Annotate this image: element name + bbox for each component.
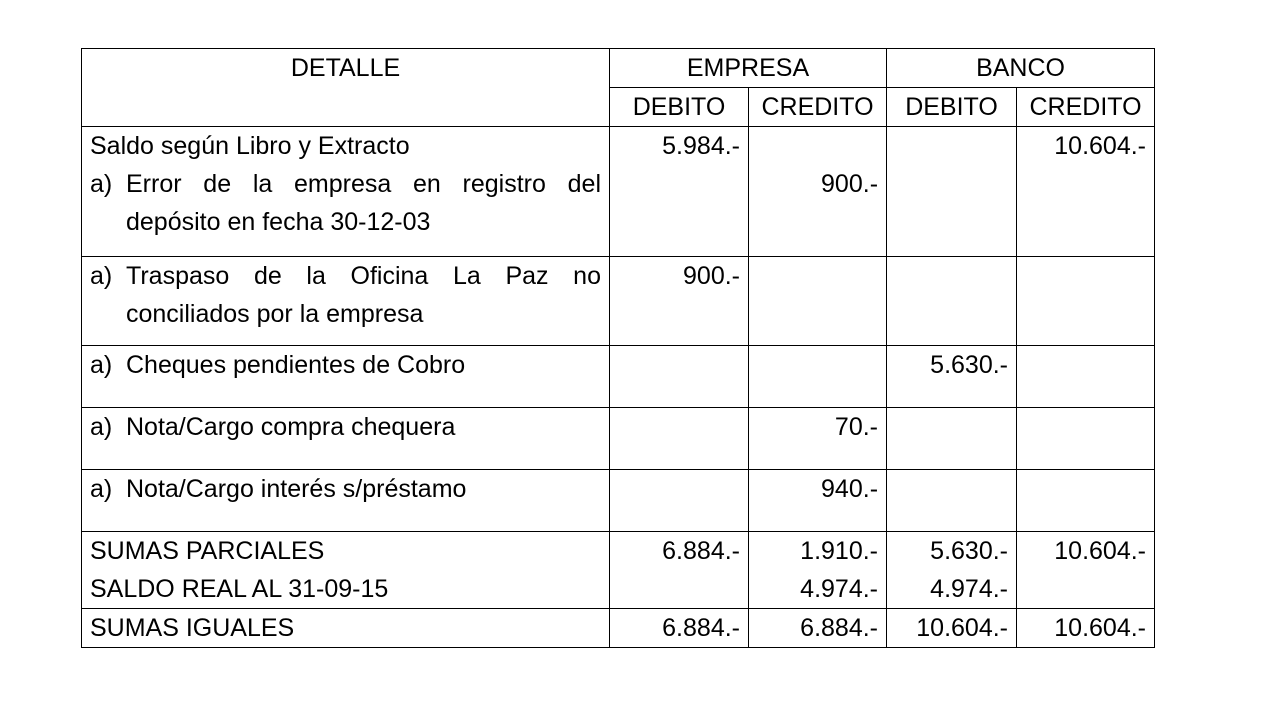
empresa-debito-cell: [610, 532, 749, 609]
totals-label-cell: [82, 532, 610, 609]
banco-debito-cell: [887, 257, 1017, 346]
detail-cell: [82, 127, 610, 257]
banco-debito-cell: [887, 470, 1017, 532]
empresa-debito-cell: 6.884.-: [610, 609, 749, 648]
item-marker: a): [90, 475, 113, 503]
empresa-credito-cell: [749, 532, 887, 609]
banco-credito-cell: [1017, 408, 1155, 470]
empresa-credito-cell: 70.-: [749, 408, 887, 470]
header-banco-debito: DEBITO: [887, 88, 1017, 127]
item-text: Cheques pendientes de Cobro: [126, 351, 466, 379]
banco-credito-cell: [1017, 257, 1155, 346]
value: 900.-: [821, 170, 879, 198]
value: 4.974.-: [800, 575, 879, 603]
item-marker: a): [90, 351, 113, 379]
saldo-real-label: SALDO REAL AL 31-09-15: [90, 575, 389, 603]
banco-debito-cell: [887, 532, 1017, 609]
item-marker: a): [90, 413, 113, 441]
item-text: Traspaso de la Oficina La Paz no conciliados por la empresa: [126, 262, 601, 328]
empresa-debito-cell: [610, 470, 749, 532]
value: 10.604.-: [1054, 537, 1147, 565]
detail-cell: [82, 470, 610, 532]
table-row: [82, 470, 1155, 532]
banco-credito-cell: 10.604.-: [1017, 609, 1155, 648]
detail-cell: [82, 408, 610, 470]
list-item: [90, 346, 601, 384]
empresa-debito-cell: [610, 346, 749, 408]
header-empresa: EMPRESA: [610, 49, 887, 88]
value: 6.884.-: [662, 537, 740, 565]
totals-row: [82, 532, 1155, 609]
list-item: [90, 408, 601, 446]
item-marker: a): [90, 170, 113, 198]
banco-credito-cell: [1017, 532, 1155, 609]
list-item: [90, 470, 601, 508]
empresa-debito-cell: [610, 408, 749, 470]
item-text: Error de la empresa en registro del depósito en fecha 30-12-03: [126, 170, 601, 236]
item-text: Nota/Cargo interés s/préstamo: [126, 475, 467, 503]
saldo-label: Saldo según Libro y Extracto: [90, 132, 410, 160]
header-banco: BANCO: [887, 49, 1155, 88]
header-empresa-credito: CREDITO: [749, 88, 887, 127]
sumas-iguales-label: SUMAS IGUALES: [82, 609, 610, 648]
value: 5.984.-: [662, 132, 740, 160]
banco-credito-cell: [1017, 470, 1155, 532]
banco-debito-cell: [887, 127, 1017, 257]
value: 1.910.-: [800, 537, 879, 565]
table-row: [82, 408, 1155, 470]
header-row-1: [82, 49, 1155, 88]
header-detalle: DETALLE: [82, 49, 610, 127]
detail-cell: [82, 346, 610, 408]
table-row: [82, 127, 1155, 257]
detail-cell: [82, 257, 610, 346]
banco-credito-cell: 10.604.-: [1017, 127, 1155, 257]
item-marker: a): [90, 262, 113, 290]
list-item: [90, 257, 601, 333]
banco-debito-cell: 5.630.-: [887, 346, 1017, 408]
banco-debito-cell: [887, 408, 1017, 470]
item-text: Nota/Cargo compra chequera: [126, 413, 456, 441]
list-item: [90, 165, 601, 241]
empresa-credito-cell: 6.884.-: [749, 609, 887, 648]
empresa-credito-cell: 940.-: [749, 470, 887, 532]
empresa-debito-cell: 900.-: [610, 257, 749, 346]
table-row: [82, 257, 1155, 346]
reconciliation-table: [81, 48, 1155, 648]
banco-credito-cell: [1017, 346, 1155, 408]
empresa-debito-cell: [610, 127, 749, 257]
empresa-credito-cell: [749, 346, 887, 408]
sumas-iguales-row: [82, 609, 1155, 648]
banco-debito-cell: 10.604.-: [887, 609, 1017, 648]
value: 4.974.-: [930, 575, 1009, 603]
value: 5.630.-: [930, 537, 1009, 565]
header-empresa-debito: DEBITO: [610, 88, 749, 127]
table-row: [82, 346, 1155, 408]
sumas-parciales-label: SUMAS PARCIALES: [90, 537, 325, 565]
header-banco-credito: CREDITO: [1017, 88, 1155, 127]
empresa-credito-cell: [749, 257, 887, 346]
empresa-credito-cell: [749, 127, 887, 257]
